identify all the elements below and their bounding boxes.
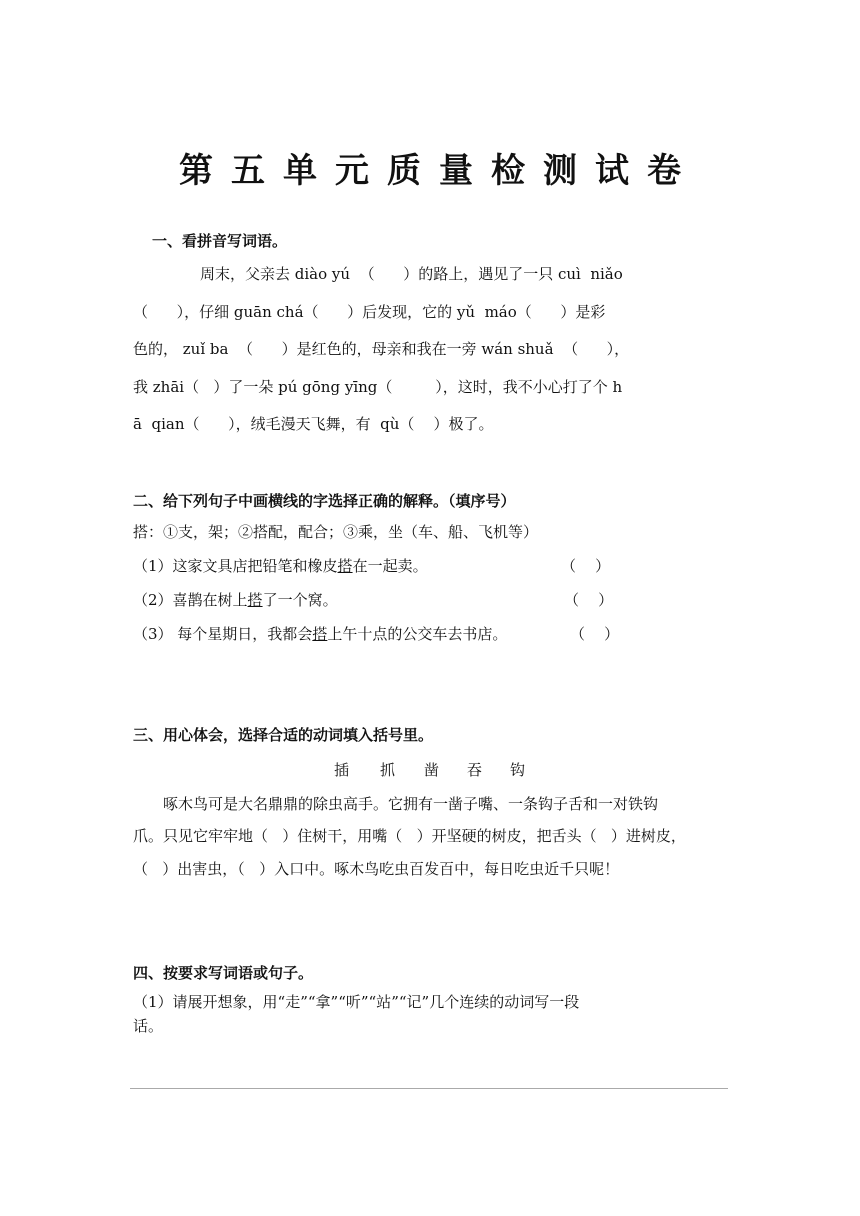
section3-line: 爪。只见它牢牢地（ ）住树干，用嘴（ ）开坚硬的树皮，把舌头（ ）进树皮， [133, 827, 686, 845]
answer-line [130, 1088, 728, 1089]
question-item-2 [133, 589, 338, 610]
section1-line: ā qian（ ），绒毛漫天飞舞，有 qù（ ）极了。 [133, 415, 494, 433]
section3-heading: 三、用心体会，选择合适的动词填入括号里。 [133, 726, 434, 744]
word-choice: 插 [334, 761, 350, 779]
section1-line: （ ），仔细 guān chá（ ）后发现，它的 yǔ máo（ ）是彩 [133, 303, 606, 321]
underlined-char: 搭 [312, 625, 328, 643]
question-text: 在一起卖。 [352, 557, 428, 575]
section3-line: （ ）出害虫，（ ）入口中。啄木鸟吃虫百发百中，每日吃虫近千只呢！ [133, 860, 620, 878]
word-choice: 钩 [510, 761, 526, 779]
section1-line: 色的， zuǐ ba （ ）是红色的，母亲和我在一旁 wán shuǎ （ ）， [133, 340, 630, 358]
section3-line: 啄木鸟可是大名鼎鼎的除虫高手。它拥有一凿子嘴、一条钩子舌和一对铁钩 [163, 795, 659, 813]
word-choice: 凿 [424, 761, 440, 779]
section4-line: 话。 [133, 1017, 164, 1035]
section4-heading: 四、按要求写词语或句子。 [133, 964, 314, 982]
question-text: （2）喜鹊在树上 [133, 591, 248, 609]
underlined-char: 搭 [337, 557, 353, 575]
question-text: （1）这家文具店把铅笔和橡皮 [133, 557, 338, 575]
answer-paren: （ ） [564, 591, 614, 609]
word-choice: 吞 [467, 761, 483, 779]
question-item-3 [133, 623, 507, 644]
question-text: 了一个窝。 [262, 591, 338, 609]
section4-line: （1）请展开想象，用“走”“拿”“听”“站”“记”几个连续的动词写一段 [133, 993, 580, 1011]
question-item-1 [133, 555, 428, 576]
question-text: 上午十点的公交车去书店。 [327, 625, 508, 643]
section1-line: 周末，父亲去 diào yú （ ）的路上，遇见了一只 cuì niǎo [200, 265, 623, 283]
answer-paren: （ ） [561, 557, 611, 575]
underlined-char: 搭 [247, 591, 263, 609]
definition-line: 搭：①支，架；②搭配，配合；③乘，坐（车、船、飞机等） [133, 523, 539, 541]
word-choice: 抓 [380, 761, 396, 779]
section1-heading: 一、看拼音写词语。 [152, 232, 288, 250]
page-title: 第五单元质量检测试卷 [179, 151, 699, 191]
section1-line: 我 zhāi（ ）了一朵 pú gōng yīng（ ），这时，我不小心打了个 h [133, 378, 623, 396]
section2-heading: 二、给下列句子中画横线的字选择正确的解释。（填序号） [133, 492, 516, 510]
answer-paren: （ ） [570, 625, 620, 643]
question-text: （3） 每个星期日，我都会 [133, 625, 313, 643]
